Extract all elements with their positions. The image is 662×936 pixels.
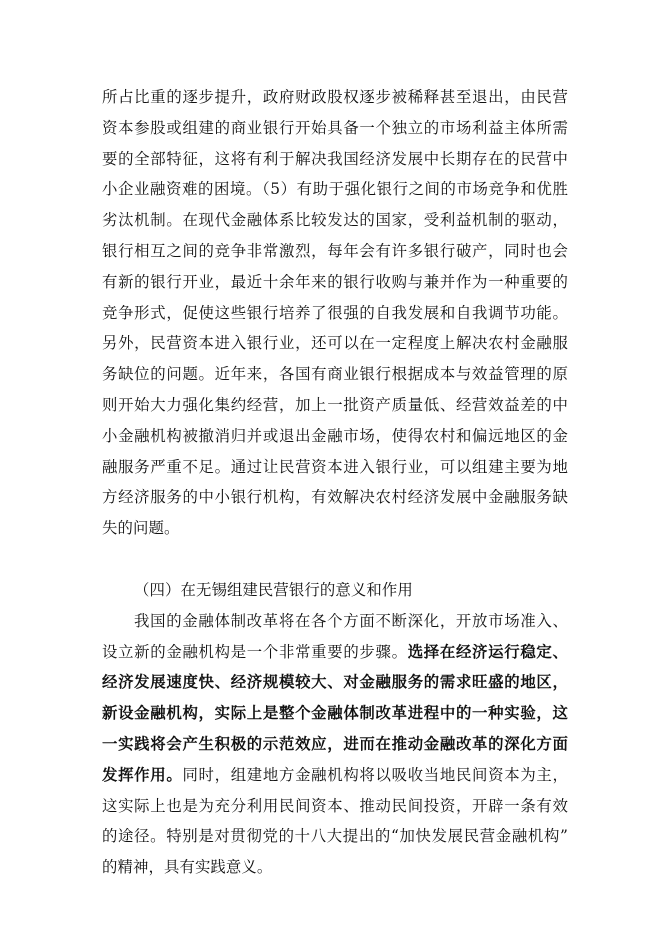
bold-text-span: 选择在经济运行稳定、 bbox=[407, 642, 568, 661]
text-span: 同时，组建地方金融机构将以吸收当地民间资本为主， bbox=[182, 765, 568, 784]
text-line: 的途径。特别是对贯彻党的十八大提出的“加快发展民营金融机构” bbox=[102, 827, 568, 846]
text-line-mixed bbox=[102, 760, 568, 791]
text-line: 则开始大力强化集约经营，加上一批资产质量低、经营效益差的中 bbox=[102, 395, 568, 414]
text-span: 设立新的金融机构是一个非常重要的步骤。 bbox=[102, 642, 408, 661]
paragraph-continued bbox=[102, 82, 568, 544]
bold-text-line: 一实践将会产生积极的示范效应，进而在推动金融改革的深化方面 bbox=[102, 734, 568, 753]
text-line: 资本参股或组建的商业银行开始具备一个独立的市场利益主体所需 bbox=[102, 118, 568, 137]
paragraph-significance bbox=[102, 606, 568, 883]
text-line-mixed bbox=[102, 637, 568, 668]
text-line: 融服务严重不足。通过让民营资本进入银行业，可以组建主要为地 bbox=[102, 457, 568, 476]
bold-text-line: 经济发展速度快、经济规模较大、对金融服务的需求旺盛的地区， bbox=[102, 673, 568, 692]
text-line: 小金融机构被撤消归并或退出金融市场，使得农村和偏远地区的金 bbox=[102, 426, 568, 445]
text-line: 的精神，具有实践意义。 bbox=[102, 858, 273, 877]
text-line: 要的全部特征，这将有利于解决我国经济发展中长期存在的民营中 bbox=[102, 149, 568, 168]
paragraph-gap bbox=[102, 544, 568, 575]
text-line: 失的问题。 bbox=[102, 519, 180, 538]
text-line: 另外，民营资本进入银行业，还可以在一定程度上解决农村金融服 bbox=[102, 334, 568, 353]
section-heading: （四）在无锡组建民营银行的意义和作用 bbox=[134, 580, 413, 599]
text-line: 劣汰机制。在现代金融体系比较发达的国家，受利益机制的驱动， bbox=[102, 211, 568, 230]
text-line: 方经济服务的中小银行机构，有效解决农村经济发展中金融服务缺 bbox=[102, 488, 568, 507]
text-line: 所占比重的逐步提升，政府财政股权逐步被稀释甚至退出，由民营 bbox=[102, 88, 568, 106]
bold-text-line: 新设金融机构，实际上是整个金融体制改革进程中的一种实验，这 bbox=[102, 704, 568, 723]
document-page bbox=[102, 82, 568, 883]
text-line: 有新的银行开业，最近十余年来的银行收购与兼并作为一种重要的 bbox=[102, 272, 568, 291]
text-line: 我国的金融体制改革将在各个方面不断深化，开放市场准入、 bbox=[134, 611, 568, 630]
text-line: 务缺位的问题。近年来，各国有商业银行根据成本与效益管理的原 bbox=[102, 365, 568, 384]
text-line: 银行相互之间的竞争非常激烈，每年会有许多银行破产，同时也会 bbox=[102, 241, 568, 260]
text-line: 小企业融资难的困境。（5）有助于强化银行之间的市场竞争和优胜 bbox=[102, 180, 568, 199]
bold-text-span: 发挥作用。 bbox=[102, 765, 183, 784]
text-line: 竞争形式，促使这些银行培养了很强的自我发展和自我调节功能。 bbox=[102, 303, 568, 322]
text-line: 这实际上也是为充分利用民间资本、推动民间投资，开辟一条有效 bbox=[102, 796, 568, 815]
